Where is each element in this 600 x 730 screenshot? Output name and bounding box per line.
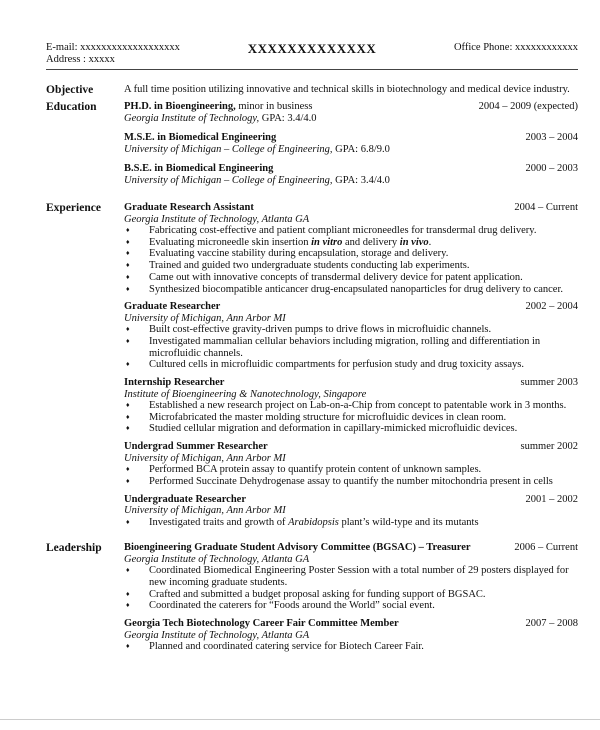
bullet-item: ♦ Crafted and submitted a budget proposal asking for funding support of BGSAC. bbox=[124, 589, 578, 601]
job-date: 2001 – 2002 bbox=[525, 493, 578, 505]
header-divider bbox=[46, 69, 578, 70]
bullet-item: ♦ Synthesized biocompatible anticancer drug-encapsulated nanoparticles for drug delivery to cancer. bbox=[124, 284, 578, 296]
job-organization: University of Michigan, Ann Arbor MI bbox=[124, 505, 286, 517]
bullet-item: ♦ Coordinated Biomedical Engineering Poster Session with a total number of 29 posters displayed for new incoming graduate students. bbox=[124, 565, 578, 588]
objective-text: A full time position utilizing innovative and technical skills in biotechnology and medical device industry. bbox=[124, 84, 570, 95]
job-bullets bbox=[124, 464, 578, 487]
bullet-item: ♦ Came out with innovative concepts of transdermal delivery device for patent application. bbox=[124, 272, 578, 284]
education-date: 2004 – 2009 (expected) bbox=[478, 101, 578, 112]
degree-title: B.S.E. in Biomedical Engineering bbox=[124, 163, 274, 174]
experience-list bbox=[124, 202, 578, 534]
job-header-row bbox=[124, 202, 578, 214]
job-entry bbox=[124, 202, 578, 295]
education-header-row bbox=[124, 101, 578, 113]
education-entry bbox=[124, 132, 578, 155]
bullet-item: ♦ Cultured cells in microfluidic compartments for perfusion study and drug toxicity assays. bbox=[124, 359, 578, 371]
degree-title: M.S.E. in Biomedical Engineering bbox=[124, 132, 277, 143]
job-organization: Georgia Institute of Technology, Atlanta GA bbox=[124, 213, 310, 225]
job-title: Graduate Research Assistant bbox=[124, 202, 254, 213]
education-list bbox=[124, 101, 578, 194]
job-entry bbox=[124, 441, 578, 487]
job-organization: Institute of Bioengineering & Nanotechnology, Singapore bbox=[124, 388, 367, 400]
education-entry bbox=[124, 101, 578, 124]
email-line: E-mail: xxxxxxxxxxxxxxxxxxx bbox=[46, 42, 180, 53]
job-bullets bbox=[124, 324, 578, 371]
role-date: 2006 – Current bbox=[514, 542, 578, 554]
leadership-list bbox=[124, 542, 578, 659]
role-organization: Georgia Institute of Technology, Atlanta GA bbox=[124, 553, 310, 565]
job-title: Internship Researcher bbox=[124, 377, 225, 389]
experience-label: Experience bbox=[46, 202, 101, 214]
role-entry bbox=[124, 542, 578, 612]
job-date: summer 2002 bbox=[520, 441, 578, 453]
degree-title: PH.D. in Bioengineering, minor in business bbox=[124, 101, 313, 112]
job-date: summer 2003 bbox=[520, 377, 578, 389]
job-header-row bbox=[124, 494, 578, 506]
job-bullets bbox=[124, 225, 578, 295]
job-bullets bbox=[124, 517, 578, 529]
role-entry bbox=[124, 618, 578, 653]
education-section bbox=[46, 101, 578, 194]
job-entry bbox=[124, 377, 578, 435]
experience-section bbox=[46, 202, 578, 534]
role-bullets bbox=[124, 565, 578, 612]
bullet-item: ♦ Microfabricated the master molding structure for microfluidic devices in clean room. bbox=[124, 412, 578, 424]
role-organization: Georgia Institute of Technology, Atlanta GA bbox=[124, 629, 310, 641]
bullet-item: ♦ Evaluating vaccine stability during encapsulation, storage and delivery. bbox=[124, 248, 578, 260]
candidate-name: XXXXXXXXXXXXX bbox=[247, 41, 377, 56]
school-name: University of Michigan – College of Engineering, GPA: 3.4/4.0 bbox=[124, 174, 390, 186]
bullet-item: ♦ Studied cellular migration and deformation in capillary-mimicked microfluidic devices. bbox=[124, 423, 578, 435]
address-line: Address : xxxxx bbox=[46, 54, 115, 65]
role-date: 2007 – 2008 bbox=[525, 618, 578, 630]
gpa: GPA: 3.4/4.0 bbox=[259, 112, 317, 124]
job-date: 2004 – Current bbox=[514, 202, 578, 213]
job-title: Undergraduate Researcher bbox=[124, 493, 246, 505]
role-title: Georgia Tech Biotechnology Career Fair Committee Member bbox=[124, 618, 399, 630]
job-header-row bbox=[124, 441, 578, 453]
job-title: Undergrad Summer Researcher bbox=[124, 441, 268, 453]
bullet-item: ♦ Performed Succinate Dehydrogenase assay to quantify the number mitochondria present in cells bbox=[124, 476, 578, 488]
job-entry bbox=[124, 494, 578, 529]
bullet-item: ♦ Established a new research project on Lab-on-a-Chip from concept to patentable work in 3 months. bbox=[124, 400, 578, 412]
bullet-item: ♦ Fabricating cost-effective and patient compliant microneedles for transdermal drug delivery. bbox=[124, 225, 578, 237]
bullet-item: ♦ Investigated mammalian cellular behaviors including migration, rolling and differentiation in microfluidic channels. bbox=[124, 336, 578, 359]
education-date: 2003 – 2004 bbox=[525, 132, 578, 143]
role-header-row bbox=[124, 542, 578, 554]
job-organization: University of Michigan, Ann Arbor MI bbox=[124, 452, 286, 464]
education-date: 2000 – 2003 bbox=[525, 163, 578, 174]
job-bullets bbox=[124, 400, 578, 435]
bullet-item: ♦ Built cost-effective gravity-driven pumps to drive flows in microfluidic channels. bbox=[124, 324, 578, 336]
school-name: Georgia Institute of Technology, GPA: 3.4/4.0 bbox=[124, 112, 317, 124]
education-header-row bbox=[124, 163, 578, 175]
bullet-item: ♦ Coordinated the caterers for “Foods around the World” social event. bbox=[124, 600, 578, 612]
role-bullets bbox=[124, 641, 578, 653]
page-bottom-edge bbox=[0, 719, 600, 720]
bullet-item: ♦ Performed BCA protein assay to quantify protein content of unknown samples. bbox=[124, 464, 578, 476]
phone-line: Office Phone: xxxxxxxxxxxx bbox=[453, 42, 578, 53]
bullet-item: ♦ Trained and guided two undergraduate students conducting lab experiments. bbox=[124, 260, 578, 272]
role-title: Bioengineering Graduate Student Advisory Committee (BGSAC) – Treasurer bbox=[124, 542, 471, 554]
gpa: GPA: 6.8/9.0 bbox=[332, 143, 390, 155]
bullet-item: ♦ Planned and coordinated catering service for Biotech Career Fair. bbox=[124, 641, 578, 653]
objective-label: Objective bbox=[46, 84, 94, 96]
job-header-row bbox=[124, 301, 578, 313]
leadership-section bbox=[46, 542, 578, 659]
bullet-item: ♦ Evaluating microneedle skin insertion in vitro and delivery in vivo. bbox=[124, 237, 578, 249]
job-entry bbox=[124, 301, 578, 371]
job-title: Graduate Researcher bbox=[124, 301, 221, 313]
bullet-item: ♦ Investigated traits and growth of Arabidopsis plant’s wild-type and its mutants bbox=[124, 517, 578, 529]
degree-minor: minor in business bbox=[235, 101, 313, 112]
education-entry bbox=[124, 163, 578, 186]
job-header-row bbox=[124, 377, 578, 389]
education-header-row bbox=[124, 132, 578, 144]
objective-section bbox=[46, 84, 578, 96]
education-label: Education bbox=[46, 101, 97, 113]
job-date: 2002 – 2004 bbox=[525, 301, 578, 313]
gpa: GPA: 3.4/4.0 bbox=[332, 174, 390, 186]
school-name: University of Michigan – College of Engineering, GPA: 6.8/9.0 bbox=[124, 143, 390, 155]
leadership-label: Leadership bbox=[46, 542, 102, 555]
job-organization: University of Michigan, Ann Arbor MI bbox=[124, 312, 286, 324]
role-header-row bbox=[124, 618, 578, 630]
